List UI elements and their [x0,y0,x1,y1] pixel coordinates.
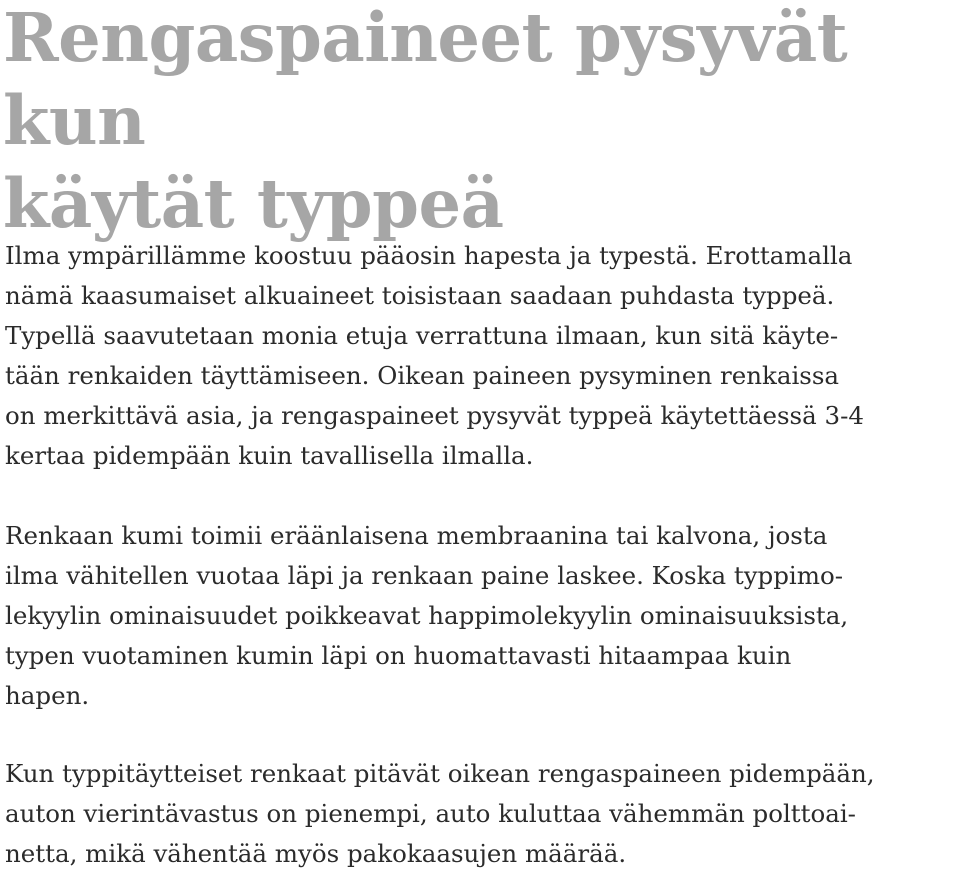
text-line: typen vuotaminen kumin läpi on huomattavasti hitaampaa kuin [5,641,792,670]
text-line: Typellä saavutetaan monia etuja verrattuna ilmaan, kun sitä käyte- [5,321,839,350]
text-line: Ilma ympärillämme koostuu pääosin hapesta ja typestä. Erottamalla [5,241,853,270]
text-line: Kun typpitäytteiset renkaat pitävät oikean rengaspaineen pidempään, [5,759,875,788]
title-line: Rengaspaineet pysyvät kun [3,0,848,160]
text-line: nämä kaasumaiset alkuaineet toisistaan saadaan puhdasta typpeä. [5,281,835,310]
text-line: auton vierintävastus on pienempi, auto kuluttaa vähemmän polttoai- [5,799,856,828]
text-line: Renkaan kumi toimii eräänlaisena membraanina tai kalvona, josta [5,521,828,550]
title-line: käytät typpeä [3,164,504,243]
text-line: on merkittävä asia, ja rengaspaineet pysyvät typpeä käytettäessä 3-4 [5,401,864,430]
text-line: lekyylin ominaisuudet poikkeavat happimolekyylin ominaisuuksista, [5,601,849,630]
text-line: hapen. [5,681,90,710]
paragraph-benefits [5,754,875,874]
article-title [3,0,960,245]
text-line: ilma vähitellen vuotaa läpi ja renkaan paine laskee. Koska typpimo- [5,561,844,590]
paragraph-intro [5,236,864,476]
text-line: kertaa pidempään kuin tavallisella ilmalla. [5,441,534,470]
text-line: netta, mikä vähentää myös pakokaasujen määrää. [5,839,627,868]
text-line: tään renkaiden täyttämiseen. Oikean paineen pysyminen renkaissa [5,361,840,390]
paragraph-membrane [5,516,848,716]
